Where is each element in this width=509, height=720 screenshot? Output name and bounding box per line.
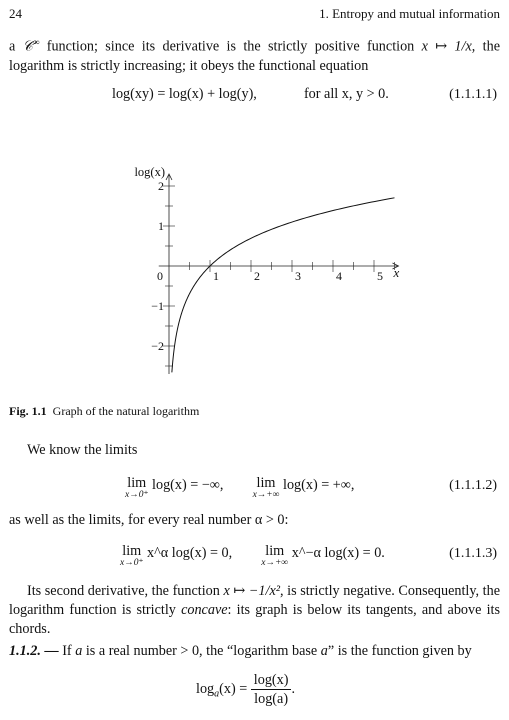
- lim-operator: lim: [127, 475, 147, 491]
- equation-number-2: (1.1.1.2): [449, 478, 497, 493]
- limit-1-expression: log(x) = −∞,: [152, 477, 224, 493]
- equation-log-base: [196, 671, 295, 708]
- lim-operator: lim: [122, 543, 142, 559]
- running-title: 1. Entropy and mutual information: [319, 6, 500, 21]
- log-base-trail: .: [291, 681, 296, 697]
- section-text-b: is a real number > 0, the “logarithm base: [82, 643, 321, 659]
- concavity-text-c: : its graph is below its tangents, and above its chords.: [9, 602, 501, 637]
- limit-3-expression: x^α log(x) = 0,: [147, 545, 233, 561]
- limit-4-subscript: x→+∞: [261, 558, 289, 568]
- infinity-superscript: ∞: [32, 37, 40, 47]
- log-base-subscript: a: [214, 688, 220, 700]
- origin-label: 0: [157, 269, 163, 283]
- concavity-paragraph: [9, 582, 500, 639]
- limit-1-subscript: x→0⁺: [125, 490, 149, 500]
- y-axis-label: log(x): [134, 165, 165, 179]
- section-label: 1.1.2. —: [9, 643, 59, 659]
- concavity-text-b: , is strictly negative. Consequently, the logarithm function is strictly: [9, 583, 501, 618]
- limits-intro: We know the limits: [27, 442, 138, 458]
- section-text-c: ” is the function given by: [327, 643, 472, 659]
- equation-body: log(xy) = log(x) + log(y),: [112, 86, 257, 102]
- c-infinity-symbol: 𝒞: [22, 38, 33, 55]
- equation-limits: [125, 476, 354, 500]
- caption-label: Fig. 1.1: [9, 404, 47, 418]
- map-second-derivative: x ↦ −1/x²: [223, 583, 281, 599]
- section-var-a-2: a: [320, 643, 328, 659]
- y-tick-label: −2: [151, 339, 164, 353]
- equation-functional: [112, 85, 389, 104]
- fraction-numerator: log(x): [251, 671, 292, 690]
- limit-2: [253, 476, 280, 500]
- intro-text-b: function; since its derivative is the strictly positive function: [39, 38, 422, 55]
- limit-2-subscript: x→+∞: [252, 490, 280, 500]
- caption-text: Graph of the natural logarithm: [52, 404, 200, 418]
- x-axis-label: x: [393, 265, 400, 280]
- x-tick-label: 3: [295, 269, 301, 283]
- intro-text-c: , the logarithm is strictly increasing; it obeys the functional equation: [9, 38, 500, 74]
- section-1-1-2: [9, 642, 500, 661]
- figure-caption: [9, 402, 199, 421]
- equation-number-3: (1.1.1.3): [449, 546, 497, 561]
- limit-1: [125, 476, 148, 500]
- y-tick-label: −1: [151, 299, 164, 313]
- y-tick-label: 1: [158, 219, 164, 233]
- equation-number-1: (1.1.1.1): [449, 87, 497, 102]
- log-base-lhs: log: [196, 681, 215, 697]
- x-tick-label: 5: [377, 269, 383, 283]
- concave-word: concave: [181, 602, 228, 618]
- section-text-a: If: [58, 643, 76, 659]
- equation-condition: for all x, y > 0.: [303, 86, 389, 102]
- log-base-argument: (x) =: [219, 681, 251, 697]
- intro-text-a: a: [9, 38, 23, 55]
- page-number: 24: [9, 6, 22, 21]
- intro-paragraph: [9, 33, 500, 76]
- limit-3-subscript: x→0⁺: [120, 558, 144, 568]
- limit-2-expression: log(x) = +∞,: [283, 477, 355, 493]
- log-curve: [172, 198, 395, 373]
- x-tick-label: 4: [336, 269, 342, 283]
- log-base-fraction: [251, 671, 292, 708]
- fraction-denominator: log(a): [254, 691, 289, 707]
- limits-intro-2: as well as the limits, for every real number α > 0:: [9, 512, 289, 528]
- x-tick-label: 2: [254, 269, 260, 283]
- limit-4-expression: x^−α log(x) = 0.: [291, 545, 385, 561]
- equation-power-limits: [120, 544, 385, 568]
- lim-operator: lim: [265, 543, 285, 559]
- y-tick-label: 2: [158, 179, 164, 193]
- limit-3: [120, 544, 143, 568]
- limit-4: [261, 544, 288, 568]
- concavity-text-a: Its second derivative, the function: [27, 583, 224, 599]
- lim-operator: lim: [256, 475, 276, 491]
- log-graph: [0, 140, 509, 395]
- map-reciprocal: x ↦ 1/x: [421, 38, 472, 55]
- section-var-a: a: [75, 643, 83, 659]
- x-tick-label: 1: [213, 269, 219, 283]
